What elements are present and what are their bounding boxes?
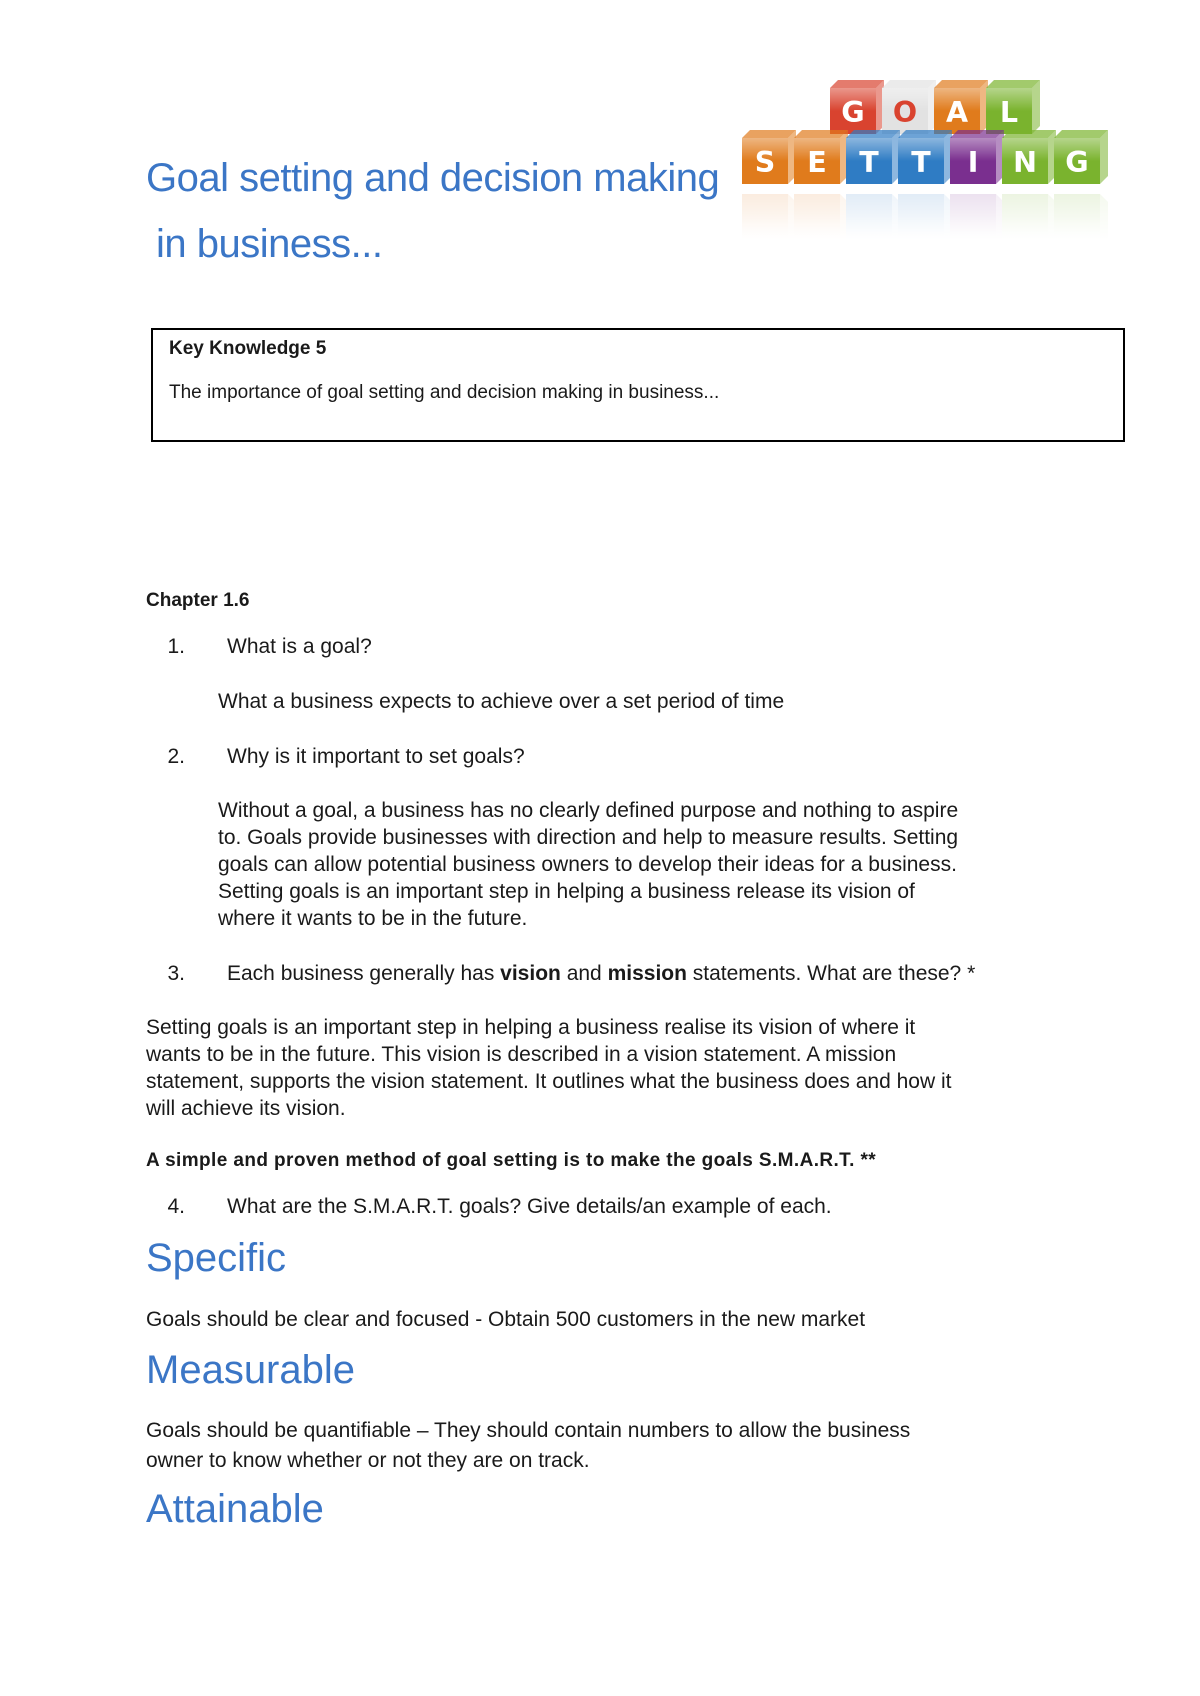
key-knowledge-text: The importance of goal setting and decision making in business...: [169, 382, 720, 403]
paragraph-line: wants to be in the future. This vision is described in a vision statement. A mission: [146, 1043, 897, 1066]
logo-letter: L: [999, 96, 1019, 130]
logo-block: [1002, 130, 1056, 184]
logo-letter: T: [911, 146, 931, 180]
answer-line: where it wants to be in the future.: [218, 907, 528, 930]
document-title: [146, 145, 719, 277]
logo-letter: I: [967, 146, 979, 180]
question-number: 3.: [167, 962, 185, 985]
question-number: 1.: [167, 635, 185, 658]
answer-line: Setting goals is an important step in helping a business release its vision of: [218, 880, 915, 903]
paragraph-line: will achieve its vision.: [146, 1097, 346, 1120]
logo-block: [986, 80, 1040, 134]
logo-letter: T: [859, 146, 879, 180]
logo-block: [830, 80, 884, 134]
goal-setting-logo: [730, 70, 1150, 240]
smart-intro: A simple and proven method of goal setting is to make the goals S.M.A.R.T. **: [146, 1150, 877, 1171]
answer-line: Without a goal, a business has no clearly defined purpose and nothing to aspire: [218, 799, 959, 822]
logo-block: [794, 130, 848, 184]
vision-term: vision: [500, 962, 561, 985]
logo-block: [950, 130, 1004, 184]
paragraph-line: Setting goals is an important step in helping a business realise its vision of where it: [146, 1016, 916, 1039]
question-text: What are the S.M.A.R.T. goals? Give details/an example of each.: [227, 1195, 832, 1218]
measurable-heading: Measurable: [146, 1348, 356, 1392]
answer-line: goals can allow potential business owners to develop their ideas for a business.: [218, 853, 957, 876]
logo-letter: G: [841, 96, 865, 130]
question-text-part: and: [560, 962, 608, 985]
logo-block: [934, 80, 988, 134]
key-knowledge-heading: Key Knowledge 5: [169, 338, 327, 359]
logo-block: [1054, 130, 1108, 184]
title-line-2: in business...: [156, 222, 383, 266]
answer-line: to. Goals provide businesses with direction and help to measure results. Setting: [218, 826, 959, 849]
vision-paragraph: [146, 1014, 1066, 1122]
specific-text: Goals should be clear and focused - Obtain 500 customers in the new market: [146, 1308, 866, 1331]
specific-heading: Specific: [146, 1236, 287, 1280]
logo-letter: N: [1013, 146, 1037, 180]
logo-block: [882, 80, 936, 134]
measurable-text: [146, 1416, 1066, 1476]
answer-2: [218, 797, 1098, 932]
question-number: 4.: [167, 1195, 185, 1218]
question-text-part: statements. What are these? *: [686, 962, 976, 985]
logo-letter: E: [807, 146, 827, 180]
attainable-heading: Attainable: [146, 1487, 324, 1531]
logo-block: [898, 130, 952, 184]
logo-block: [846, 130, 900, 184]
paragraph-line: owner to know whether or not they are on track.: [146, 1449, 590, 1472]
logo-block: [742, 130, 796, 184]
answer-1: What a business expects to achieve over a set period of time: [218, 690, 785, 713]
paragraph-line: statement, supports the vision statement. It outlines what the business does and how it: [146, 1070, 952, 1093]
setting-blocks-row: [742, 130, 1108, 184]
question-text: Why is it important to set goals?: [227, 745, 525, 768]
key-knowledge-box: [151, 328, 1125, 442]
title-line-1: Goal setting and decision making: [146, 156, 720, 200]
question-number: 2.: [167, 745, 185, 768]
goal-blocks-row: [830, 80, 1040, 134]
paragraph-line: Goals should be quantifiable – They should contain numbers to allow the business: [146, 1419, 911, 1442]
logo-letter: O: [892, 96, 918, 130]
chapter-heading: Chapter 1.6: [146, 590, 250, 611]
logo-letter: S: [754, 146, 776, 180]
logo-letter: G: [1065, 146, 1089, 180]
question-text-part: Each business generally has: [227, 962, 501, 985]
logo-letter: A: [945, 96, 969, 130]
mission-term: mission: [607, 962, 687, 985]
question-text: What is a goal?: [227, 635, 372, 658]
question-text: [227, 960, 975, 987]
